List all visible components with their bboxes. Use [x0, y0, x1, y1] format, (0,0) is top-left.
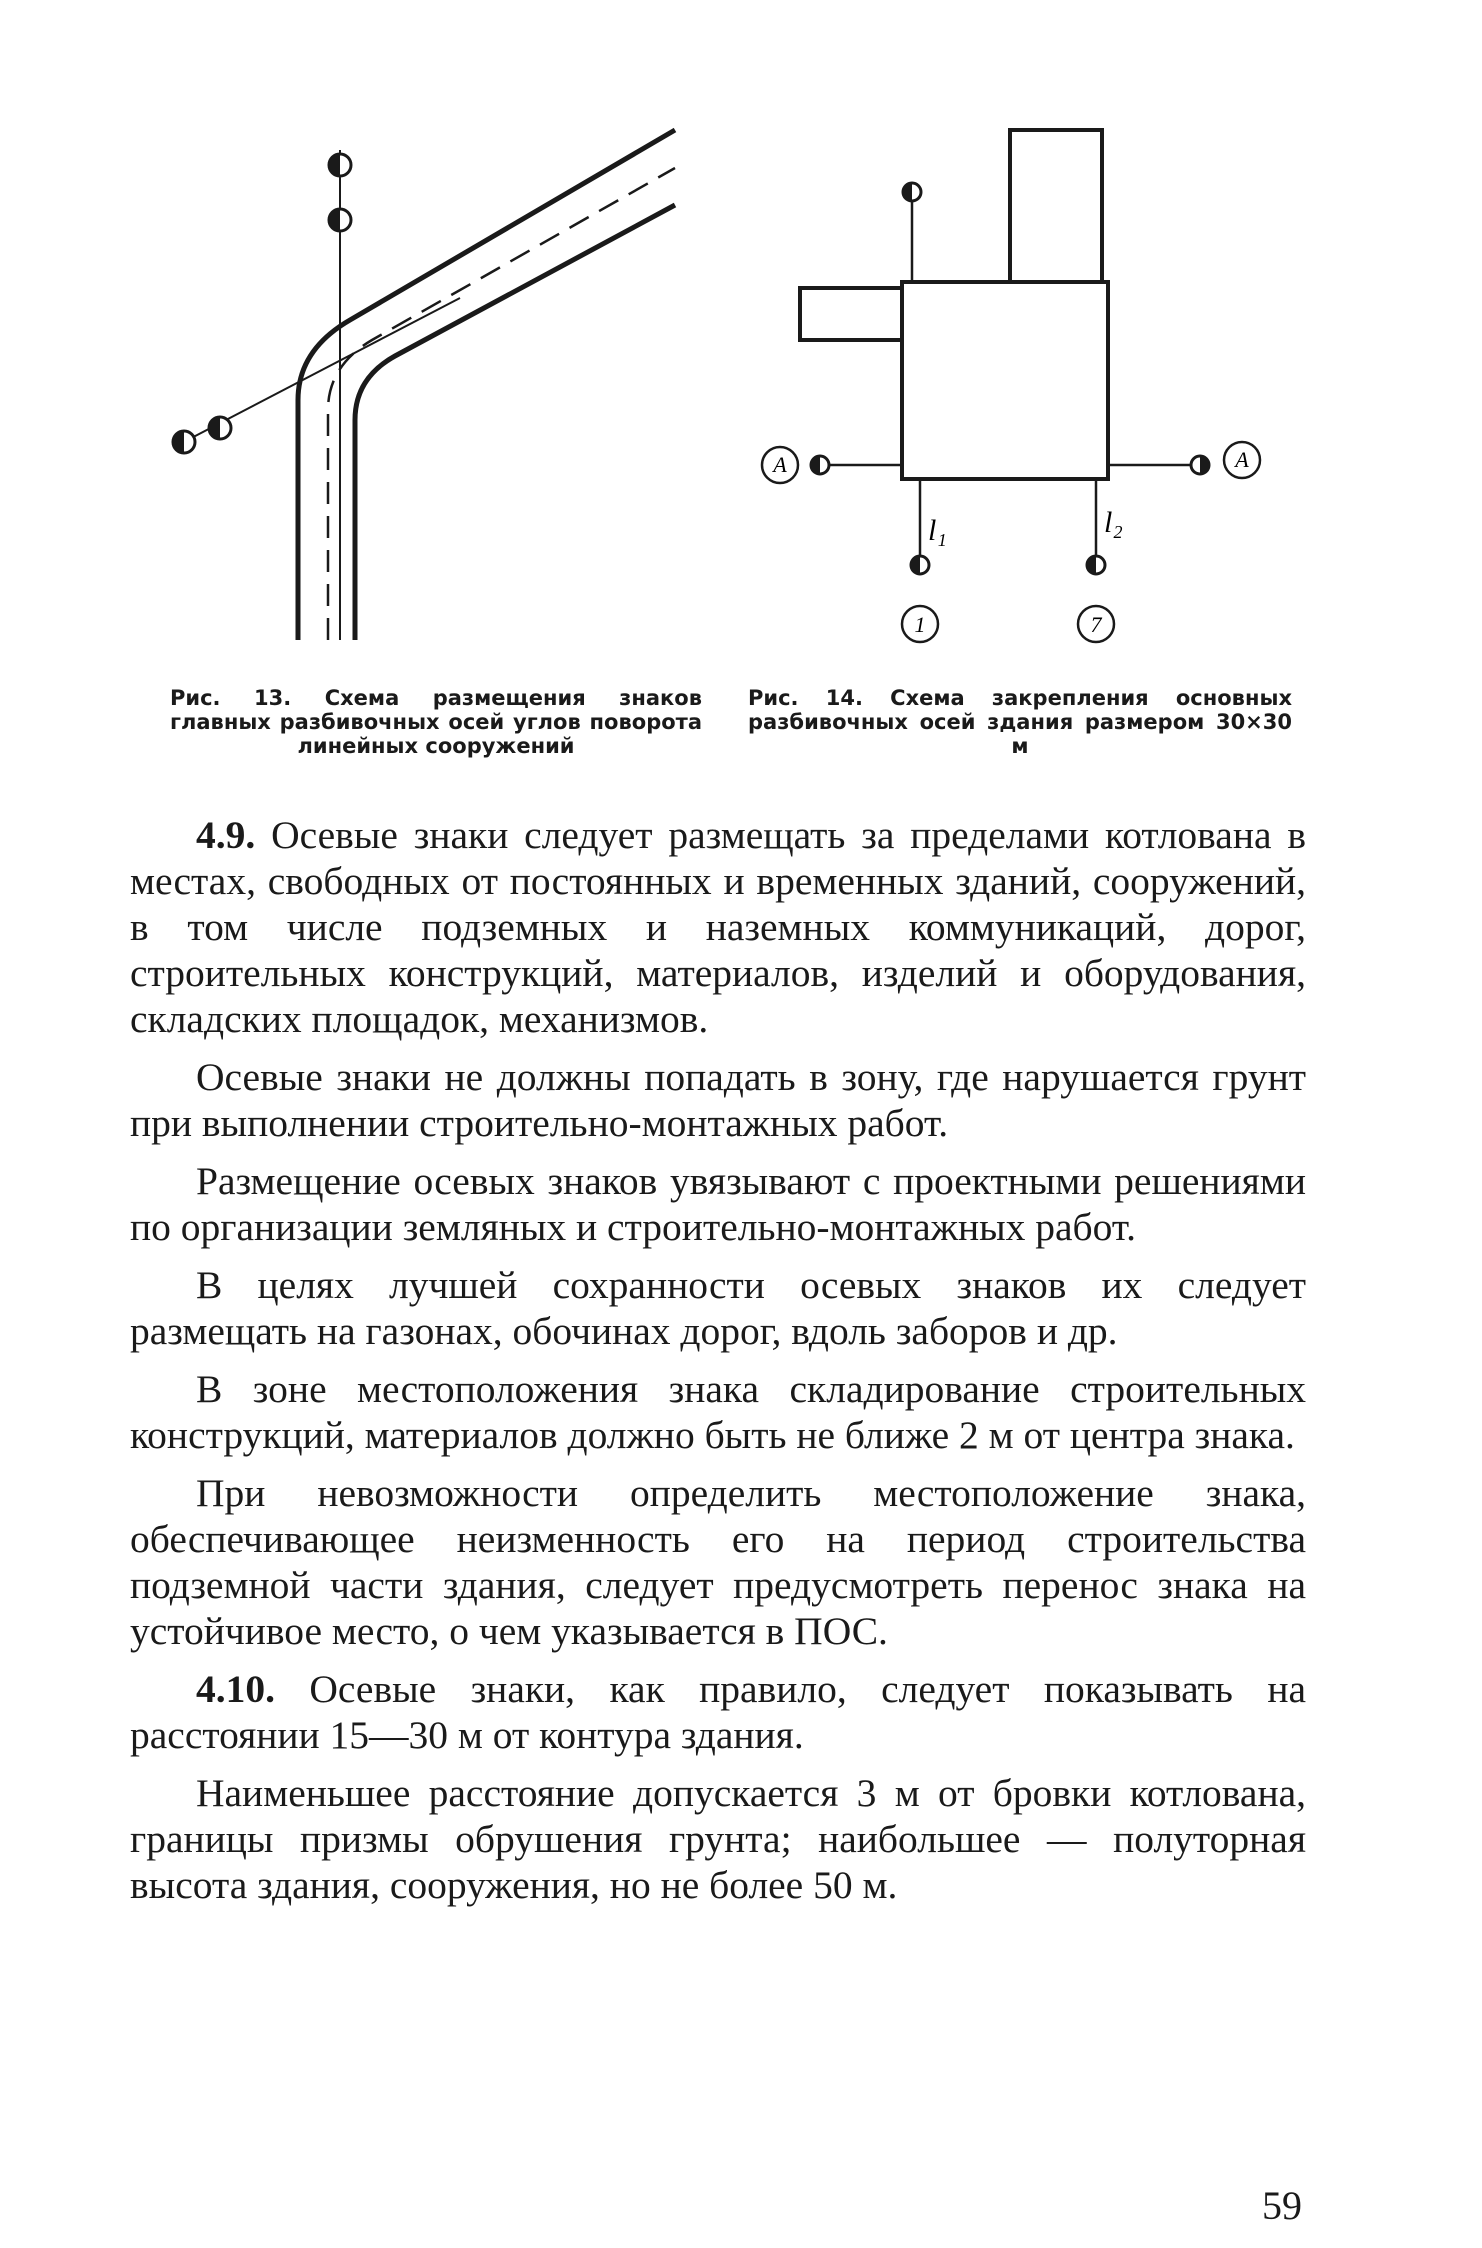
paragraph: Размещение осевых знаков увязывают с проектными решениями по организации земляных и строительно-монтажных работ.: [130, 1159, 1306, 1249]
paragraph-4-9: [130, 812, 1306, 1042]
distance-label-l2: l₂: [1104, 506, 1123, 539]
section-number-4-9: 4.9.: [196, 813, 256, 857]
paragraph-4-10-text: Осевые знаки, как правило, следует показывать на расстоянии 15—30 м от контура здания.: [130, 1667, 1306, 1757]
paragraph-4-9-text: Осевые знаки следует размещать за пределами котлована в местах, свободных от постоянных и временных зданий, сооружений, в том числе подземных и наземных коммуникаций, дорог, строительных конструкций, материалов, изделий и оборудования, складских площадок, механизмов.: [130, 813, 1306, 1041]
paragraph: При невозможности определить местоположение знака, обеспечивающее неизменность его на период строительства подземной части здания, следует предусмотреть перенос знака на устойчивое место, о чем указывается в ПОС.: [130, 1471, 1306, 1653]
axis-label-a-left: А: [773, 452, 787, 477]
axis-label-7: 7: [1090, 612, 1102, 637]
section-number-4-10: 4.10.: [196, 1667, 275, 1711]
paragraph: Наименьшее расстояние допускается 3 м от бровки котлована, границы призмы обрушения грунта; наибольшее — полуторная высота здания, сооружения, но не более 50 м.: [130, 1771, 1306, 1907]
paragraph: Осевые знаки не должны попадать в зону, где нарушается грунт при выполнении строительно-монтажных работ.: [130, 1055, 1306, 1145]
axis-sign-markers: [173, 154, 351, 453]
axis-label-a-right: А: [1235, 447, 1249, 472]
figure-14-caption-text: Схема закрепления основных разбивочных осей здания размером 30×30 м: [748, 686, 1293, 758]
axis-label-1: 1: [914, 612, 926, 637]
figure-13-caption-text: Схема размещения знаков главных разбивочных осей углов поворота линейных сооружений: [170, 686, 703, 758]
paragraph: В целях лучшей сохранности осевых знаков их следует размещать на газонах, обочинах дорог, вдоль заборов и др.: [130, 1263, 1306, 1353]
figure-14-drawing: [730, 110, 1310, 670]
figure-13-drawing: [150, 110, 710, 650]
building-main: [902, 282, 1108, 479]
figure-14: [730, 110, 1310, 670]
figure-13: [150, 110, 710, 650]
road-inner-edge: [355, 205, 675, 640]
building-annex: [800, 288, 905, 340]
paragraph-4-10: [130, 1666, 1306, 1758]
figure-14-caption-number: Рис. 14.: [748, 686, 863, 710]
page-number: 59: [1262, 2183, 1302, 2228]
paragraph: В зоне местоположения знака складирование строительных конструкций, материалов должно быть не ближе 2 м от центра знака.: [130, 1367, 1306, 1457]
distance-label-l1: l₁: [928, 514, 947, 547]
road-centerline: [328, 168, 675, 640]
figure-14-caption: [748, 686, 1292, 758]
figure-13-caption: [170, 686, 702, 758]
figure-13-caption-number: Рис. 13.: [170, 686, 292, 710]
building-tower: [1010, 130, 1102, 293]
body-text: [130, 812, 1306, 1920]
